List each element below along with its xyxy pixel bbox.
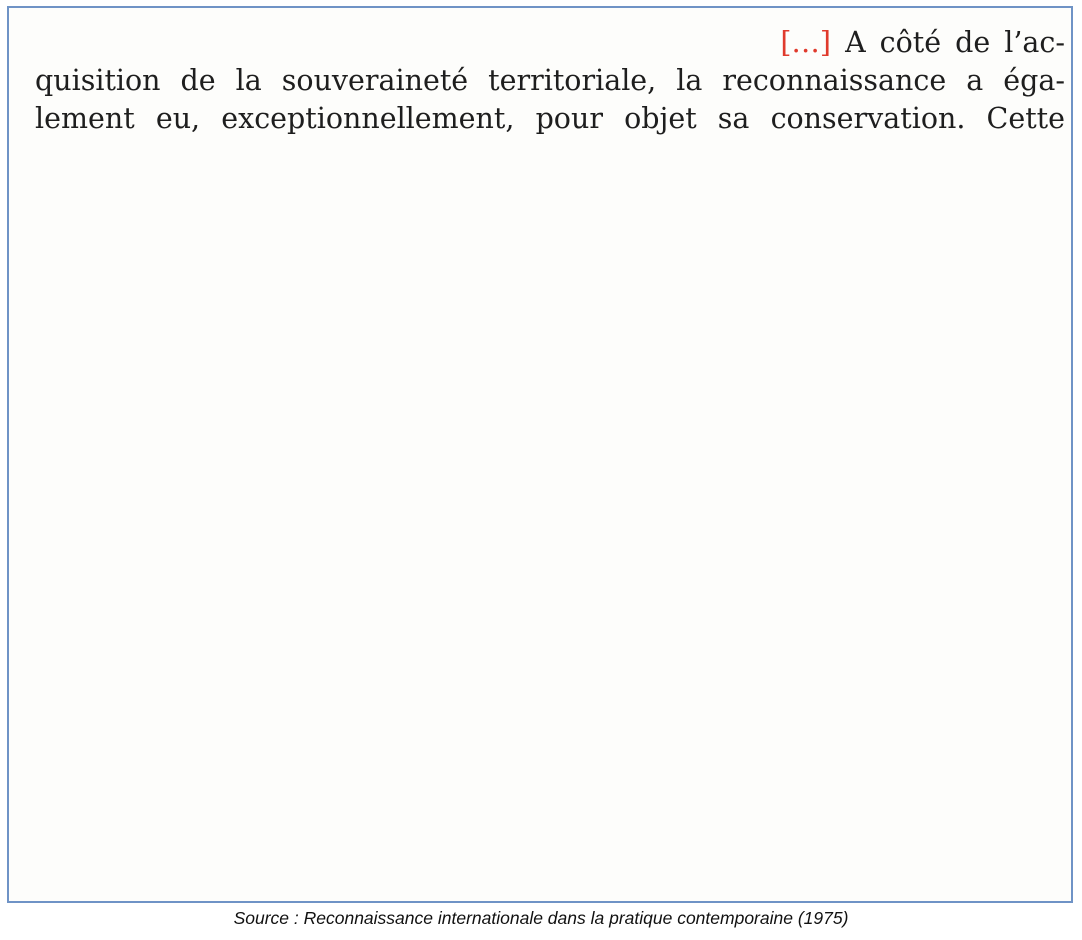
word: A	[845, 26, 866, 59]
ellipsis-bracket: […]	[780, 26, 832, 59]
word: lement	[35, 102, 135, 135]
word: Cette	[986, 102, 1065, 135]
word: côté	[879, 26, 942, 59]
word: de	[180, 64, 216, 97]
excerpt-frame	[7, 6, 1073, 903]
word: de	[955, 26, 991, 59]
word: l’ac-	[1004, 26, 1065, 59]
word: la	[235, 64, 262, 97]
book-excerpt	[35, 24, 1065, 138]
word: sa	[717, 102, 750, 135]
word: la	[676, 64, 703, 97]
text-line	[35, 100, 1065, 138]
word: conservation.	[770, 102, 966, 135]
word: exceptionnellement,	[221, 102, 515, 135]
word: a	[966, 64, 984, 97]
source-caption: Source : Reconnaissance internationale dans la pratique contemporaine (1975)	[233, 908, 849, 928]
word: éga-	[1003, 64, 1065, 97]
word: souveraineté	[281, 64, 469, 97]
text-line	[35, 62, 1065, 100]
word: objet	[624, 102, 697, 135]
word: pour	[535, 102, 603, 135]
text-line	[35, 24, 1065, 62]
word: quisition	[35, 64, 161, 97]
word: territoriale,	[488, 64, 657, 97]
word: reconnaissance	[722, 64, 947, 97]
word: eu,	[155, 102, 201, 135]
